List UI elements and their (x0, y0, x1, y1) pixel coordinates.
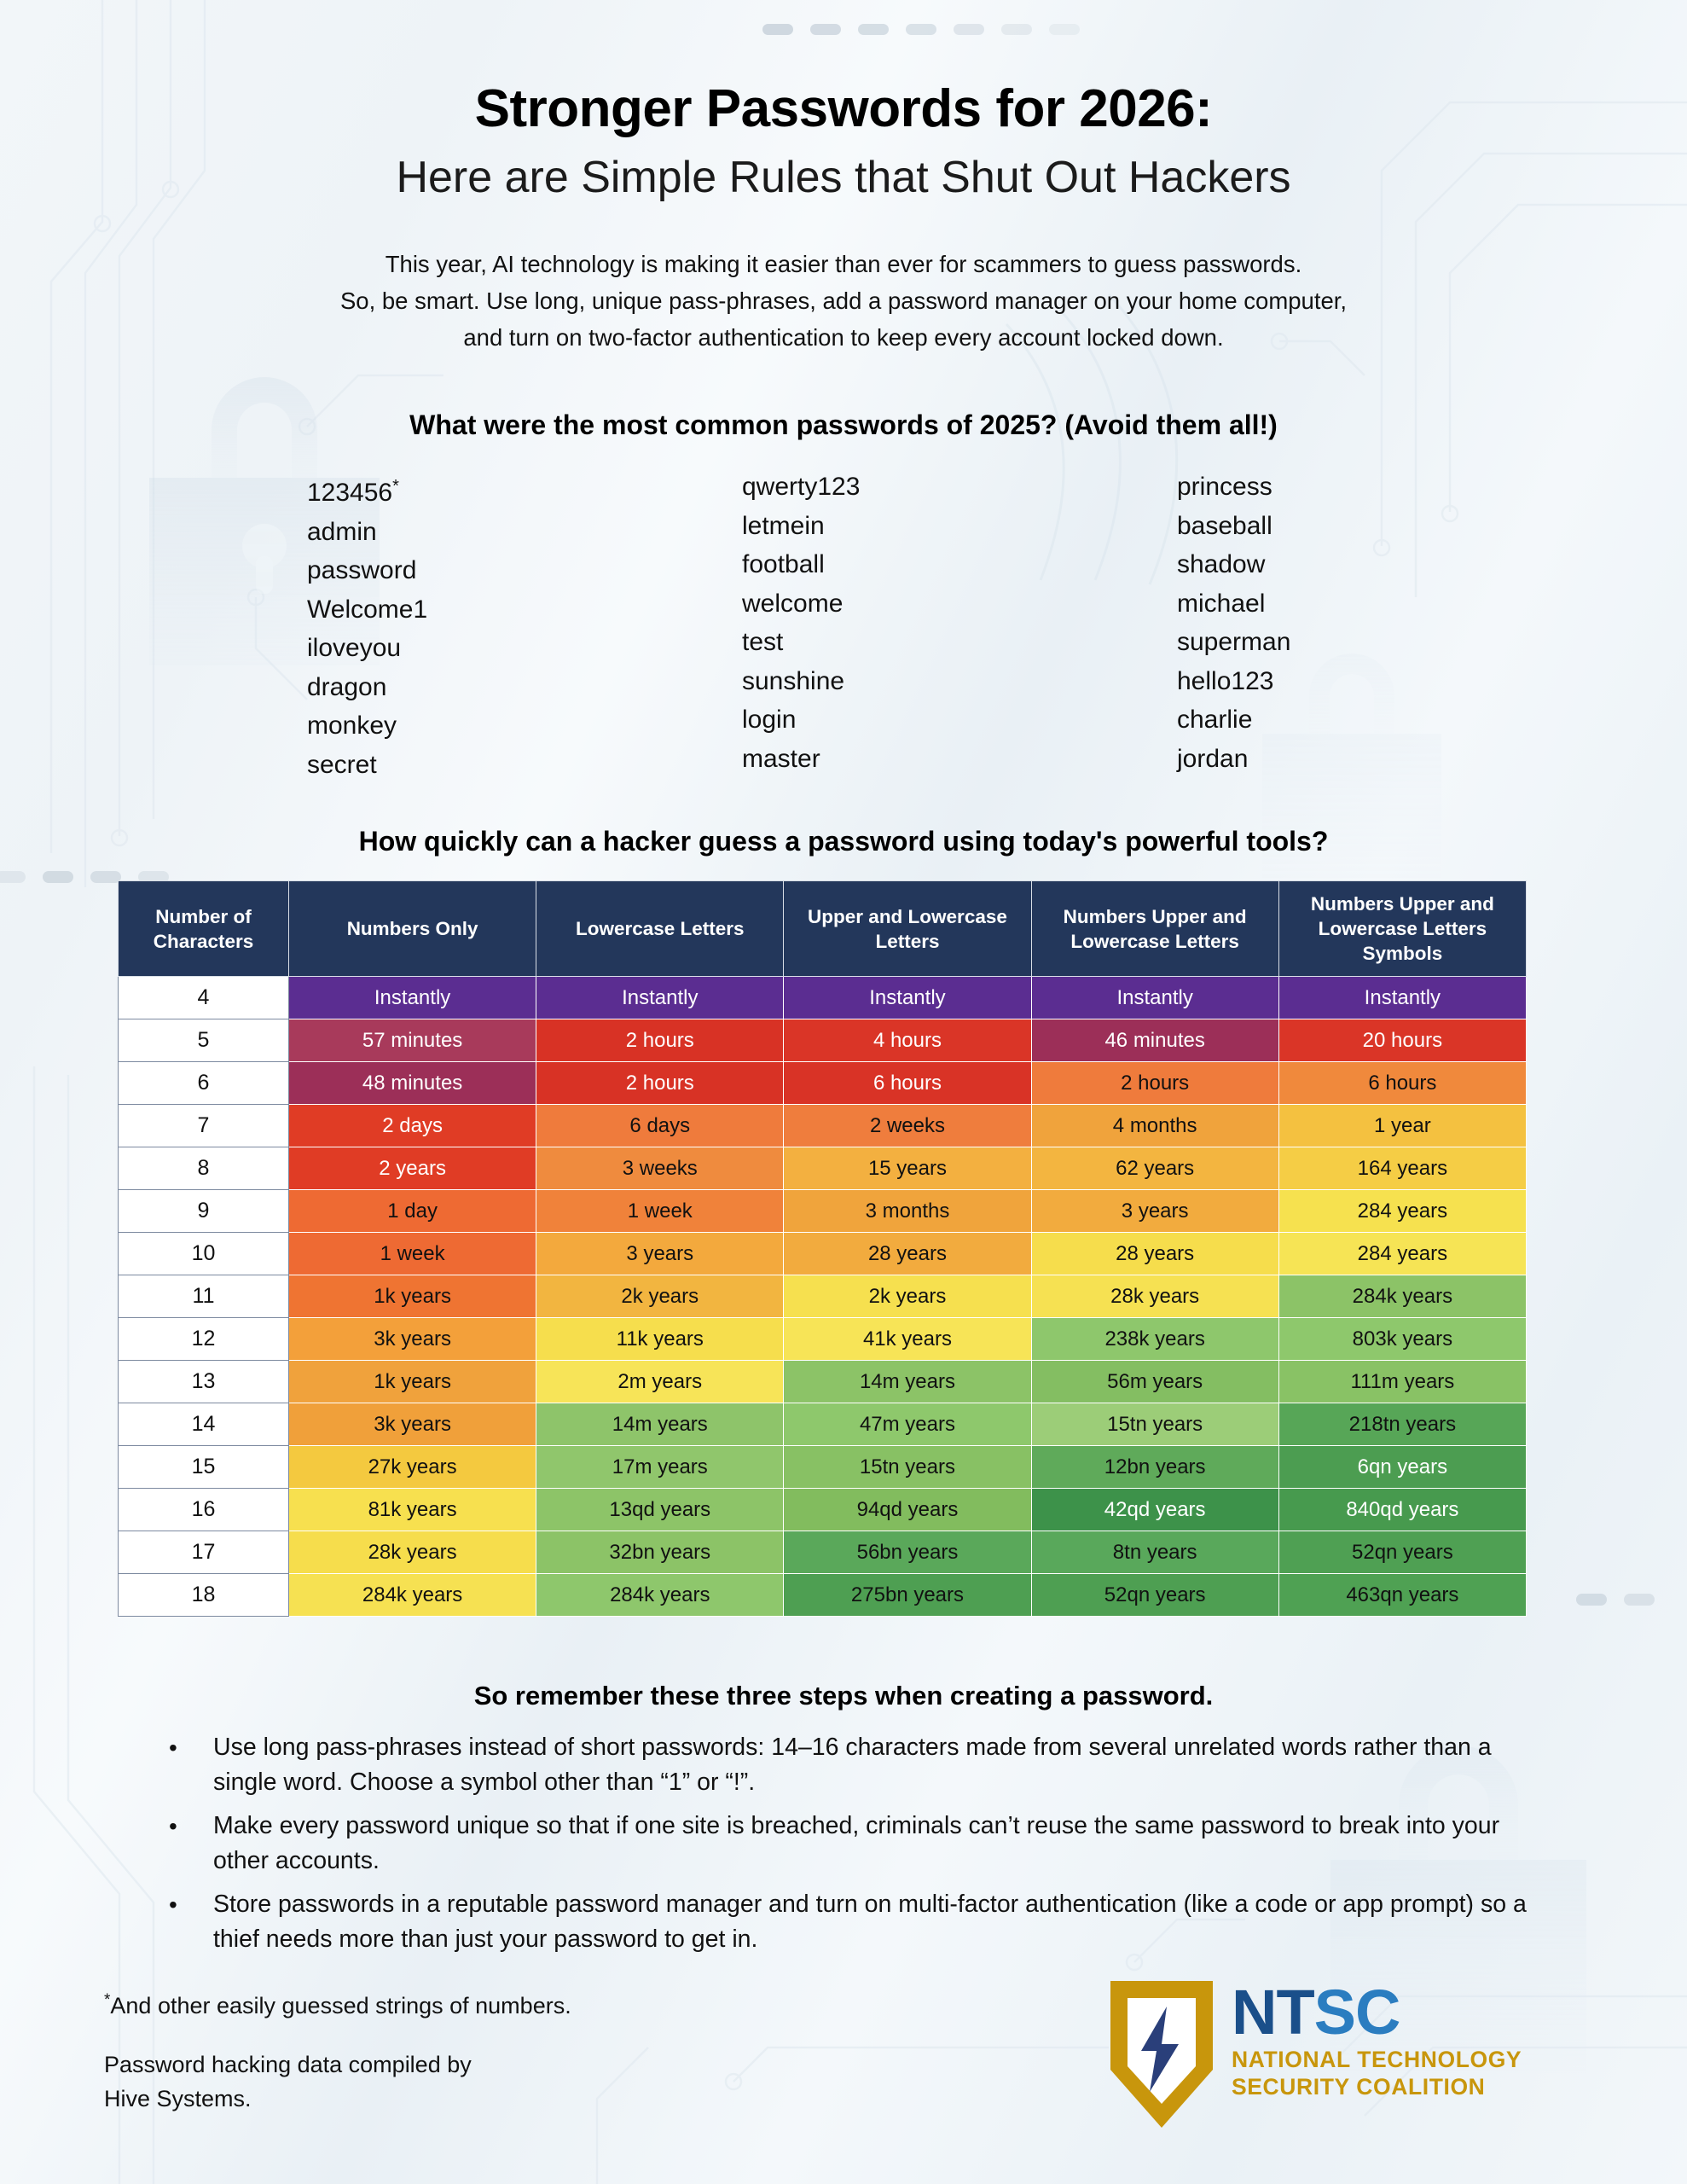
crack-time-cell: 52qn years (1278, 1531, 1526, 1574)
character-count-cell: 14 (119, 1403, 289, 1446)
crack-time-cell: 14m years (536, 1403, 784, 1446)
step-text: Make every password unique so that if one site is breached, criminals can’t reuse the same password to break into your other accounts. (213, 1812, 1500, 1874)
crack-time-cell: 3 years (536, 1233, 784, 1275)
page-title: Stronger Passwords for 2026: (474, 79, 1213, 138)
crack-time-cell: Instantly (784, 977, 1031, 1019)
crack-time-cell: 56m years (1031, 1361, 1278, 1403)
crack-time-cell: 2 hours (536, 1019, 784, 1062)
character-count-cell: 4 (119, 977, 289, 1019)
crack-time-cell: 4 months (1031, 1105, 1278, 1147)
logo-wordmark (1232, 1978, 1522, 2100)
password-item: baseball (1177, 511, 1272, 540)
table-heading: How quickly can a hacker guess a password using today's powerful tools? (358, 826, 1329, 857)
crack-time-cell: 463qn years (1278, 1574, 1526, 1617)
table-column-header-2: Lowercase Letters (536, 881, 784, 977)
table-row (119, 1105, 1527, 1147)
crack-time-cell: 284k years (289, 1574, 536, 1617)
crack-time-cell: 1 day (289, 1190, 536, 1233)
crack-time-cell: 6 days (536, 1105, 784, 1147)
table-row (119, 1446, 1527, 1489)
bullet-icon: • (169, 1891, 177, 1918)
crack-time-cell: 15 years (784, 1147, 1031, 1190)
table-row (119, 1147, 1527, 1190)
password-item: football (742, 550, 825, 578)
character-count-cell: 9 (119, 1190, 289, 1233)
password-item: shadow (1177, 550, 1266, 578)
password-item: michael (1177, 589, 1266, 618)
character-count-cell: 7 (119, 1105, 289, 1147)
crack-time-cell: Instantly (1031, 977, 1278, 1019)
table-body (119, 977, 1527, 1617)
password-crack-time-table (118, 880, 1527, 1617)
password-item: monkey (307, 712, 397, 740)
crack-time-cell: 57 minutes (289, 1019, 536, 1062)
crack-time-cell: 81k years (289, 1489, 536, 1531)
crack-time-cell: Instantly (289, 977, 536, 1019)
crack-time-cell: 3k years (289, 1318, 536, 1361)
crack-time-cell: 1k years (289, 1361, 536, 1403)
common-passwords-heading: What were the most common passwords of 2025? (Avoid them all!) (409, 410, 1278, 440)
step-item (169, 1809, 1533, 1879)
password-item: letmein (742, 511, 825, 540)
crack-time-cell: 11k years (536, 1318, 784, 1361)
table-row (119, 1275, 1527, 1318)
step-item (169, 1730, 1533, 1800)
password-item: dragon (307, 672, 387, 701)
crack-time-cell: 47m years (784, 1403, 1031, 1446)
common-passwords-list (307, 468, 1390, 784)
crack-time-cell: 2 weeks (784, 1105, 1031, 1147)
crack-time-cell: 2 hours (1031, 1062, 1278, 1105)
crack-time-cell: 56bn years (784, 1531, 1031, 1574)
crack-time-cell: 2k years (784, 1275, 1031, 1318)
intro-line-1: This year, AI technology is making it easier than ever for scammers to guess passwords. (385, 251, 1302, 277)
logo-acronym-nt: NT (1232, 1977, 1314, 2048)
crack-time-cell: 46 minutes (1031, 1019, 1278, 1062)
character-count-cell: 6 (119, 1062, 289, 1105)
password-item: master (742, 744, 820, 773)
password-item: charlie (1177, 706, 1253, 734)
crack-time-cell: 15tn years (1031, 1403, 1278, 1446)
character-count-cell: 16 (119, 1489, 289, 1531)
table-column-header-1: Numbers Only (289, 881, 536, 977)
step-text: Use long pass-phrases instead of short passwords: 14–16 characters made from several unrelated words rather than a single word. Choose a symbol other than “1” or “!”. (213, 1734, 1492, 1796)
asterisk-footnote-text: And other easily guessed strings of numbers. (110, 1993, 571, 2018)
password-item: Welcome1 (307, 595, 428, 624)
bullet-icon: • (169, 1734, 177, 1761)
table-column-header-4: Numbers Upper and Lowercase Letters (1031, 881, 1278, 977)
table-row (119, 977, 1527, 1019)
crack-time-cell: 8tn years (1031, 1531, 1278, 1574)
crack-time-cell: 42qd years (1031, 1489, 1278, 1531)
crack-time-cell: 111m years (1278, 1361, 1526, 1403)
crack-time-cell: 1 week (536, 1190, 784, 1233)
password-item: sunshine (742, 666, 845, 695)
character-count-cell: 15 (119, 1446, 289, 1489)
table-row (119, 1403, 1527, 1446)
character-count-cell: 17 (119, 1531, 289, 1574)
credit-line-2: Hive Systems. (104, 2086, 252, 2111)
logo-tagline-line-1: NATIONAL TECHNOLOGY (1232, 2047, 1522, 2072)
table-row (119, 1233, 1527, 1275)
crack-time-cell: 94qd years (784, 1489, 1031, 1531)
steps-list (169, 1730, 1533, 1966)
crack-time-cell: 27k years (289, 1446, 536, 1489)
crack-time-cell: 2 hours (536, 1062, 784, 1105)
bullet-icon: • (169, 1813, 177, 1839)
character-count-cell: 13 (119, 1361, 289, 1403)
crack-time-cell: 6 hours (1278, 1062, 1526, 1105)
crack-time-cell: 13qd years (536, 1489, 784, 1531)
intro-line-3: and turn on two-factor authentication to keep every account locked down. (463, 324, 1224, 351)
crack-time-cell: 2 days (289, 1105, 536, 1147)
crack-time-cell: 3 weeks (536, 1147, 784, 1190)
crack-time-cell: Instantly (536, 977, 784, 1019)
crack-time-cell: 17m years (536, 1446, 784, 1489)
asterisk-mark: * (392, 477, 399, 496)
crack-time-cell: 28 years (1031, 1233, 1278, 1275)
crack-time-cell: 41k years (784, 1318, 1031, 1361)
password-item: superman (1177, 628, 1291, 656)
password-column-1 (307, 468, 742, 784)
password-column-2 (742, 468, 1177, 784)
table-row (119, 1062, 1527, 1105)
asterisk-mark: * (104, 1991, 111, 2009)
step-text: Store passwords in a reputable password manager and turn on multi-factor authentication (like a code or app prompt) so a thief needs more than just your password to get in. (213, 1891, 1527, 1953)
password-item: login (742, 706, 797, 734)
asterisk-footnote (104, 1991, 571, 2019)
crack-time-cell: 2m years (536, 1361, 784, 1403)
credit-line-1: Password hacking data compiled by (104, 2052, 472, 2077)
crack-time-cell: 840qd years (1278, 1489, 1526, 1531)
crack-time-cell: 2k years (536, 1275, 784, 1318)
password-item: princess (1177, 473, 1272, 501)
crack-time-cell: Instantly (1278, 977, 1526, 1019)
password-item: iloveyou (307, 634, 402, 662)
table-row (119, 1489, 1527, 1531)
crack-time-cell: 28k years (289, 1531, 536, 1574)
table-row (119, 1318, 1527, 1361)
character-count-cell: 18 (119, 1574, 289, 1617)
crack-time-cell: 3k years (289, 1403, 536, 1446)
crack-time-cell: 4 hours (784, 1019, 1031, 1062)
steps-heading: So remember these three steps when creating a password. (473, 1681, 1214, 1711)
table-header-row (119, 881, 1527, 977)
table-header (119, 881, 1527, 977)
table-column-header-3: Upper and Lowercase Letters (784, 881, 1031, 977)
table-column-header-5: Numbers Upper and Lowercase Letters Symbols (1278, 881, 1526, 977)
crack-time-cell: 284 years (1278, 1233, 1526, 1275)
table-row (119, 1574, 1527, 1617)
password-item: hello123 (1177, 666, 1274, 695)
crack-time-cell: 3 years (1031, 1190, 1278, 1233)
crack-time-cell: 2 years (289, 1147, 536, 1190)
password-item: welcome (742, 589, 844, 618)
character-count-cell: 10 (119, 1233, 289, 1275)
intro-line-2: So, be smart. Use long, unique pass-phrases, add a password manager on your home computer, (339, 288, 1348, 314)
character-count-cell: 12 (119, 1318, 289, 1361)
crack-time-cell: 12bn years (1031, 1446, 1278, 1489)
crack-time-cell: 62 years (1031, 1147, 1278, 1190)
crack-time-cell: 6qn years (1278, 1446, 1526, 1489)
crack-time-cell: 1k years (289, 1275, 536, 1318)
crack-time-cell: 803k years (1278, 1318, 1526, 1361)
crack-time-cell: 28 years (784, 1233, 1031, 1275)
data-credit (104, 2048, 472, 2116)
crack-time-cell: 20 hours (1278, 1019, 1526, 1062)
crack-time-cell: 284k years (536, 1574, 784, 1617)
crack-time-cell: 15tn years (784, 1446, 1031, 1489)
crack-time-cell: 3 months (784, 1190, 1031, 1233)
crack-time-cell: 52qn years (1031, 1574, 1278, 1617)
table-row (119, 1361, 1527, 1403)
logo-acronym-sc: SC (1313, 1977, 1400, 2048)
logo-acronym (1232, 1979, 1522, 2046)
crack-time-cell: 32bn years (536, 1531, 784, 1574)
crack-time-cell: 28k years (1031, 1275, 1278, 1318)
table-column-header-0: Number of Characters (119, 881, 289, 977)
password-item: 123456* (307, 477, 399, 507)
password-item: secret (307, 750, 377, 779)
crack-time-cell: 164 years (1278, 1147, 1526, 1190)
ntsc-logo (1107, 1978, 1568, 2140)
password-item: test (742, 628, 784, 656)
crack-time-cell: 14m years (784, 1361, 1031, 1403)
crack-time-cell: 275bn years (784, 1574, 1031, 1617)
step-item (169, 1887, 1533, 1957)
character-count-cell: 11 (119, 1275, 289, 1318)
password-item: password (307, 556, 417, 584)
character-count-cell: 8 (119, 1147, 289, 1190)
character-count-cell: 5 (119, 1019, 289, 1062)
page-subtitle: Here are Simple Rules that Shut Out Hackers (396, 153, 1291, 202)
crack-time-cell: 1 week (289, 1233, 536, 1275)
shield-bolt-icon (1107, 1978, 1216, 2131)
password-item: admin (307, 517, 377, 546)
table-row (119, 1531, 1527, 1574)
crack-time-cell: 48 minutes (289, 1062, 536, 1105)
password-item: jordan (1177, 744, 1249, 773)
crack-time-cell: 238k years (1031, 1318, 1278, 1361)
table-row (119, 1190, 1527, 1233)
crack-time-cell: 284k years (1278, 1275, 1526, 1318)
crack-time-cell: 6 hours (784, 1062, 1031, 1105)
crack-time-cell: 1 year (1278, 1105, 1526, 1147)
crack-time-cell: 284 years (1278, 1190, 1526, 1233)
password-item: qwerty123 (742, 473, 861, 501)
intro-paragraph (0, 246, 1687, 356)
logo-tagline-line-2: SECURITY COALITION (1232, 2074, 1486, 2100)
password-column-3 (1177, 468, 1390, 784)
crack-time-cell: 218tn years (1278, 1403, 1526, 1446)
table-row (119, 1019, 1527, 1062)
